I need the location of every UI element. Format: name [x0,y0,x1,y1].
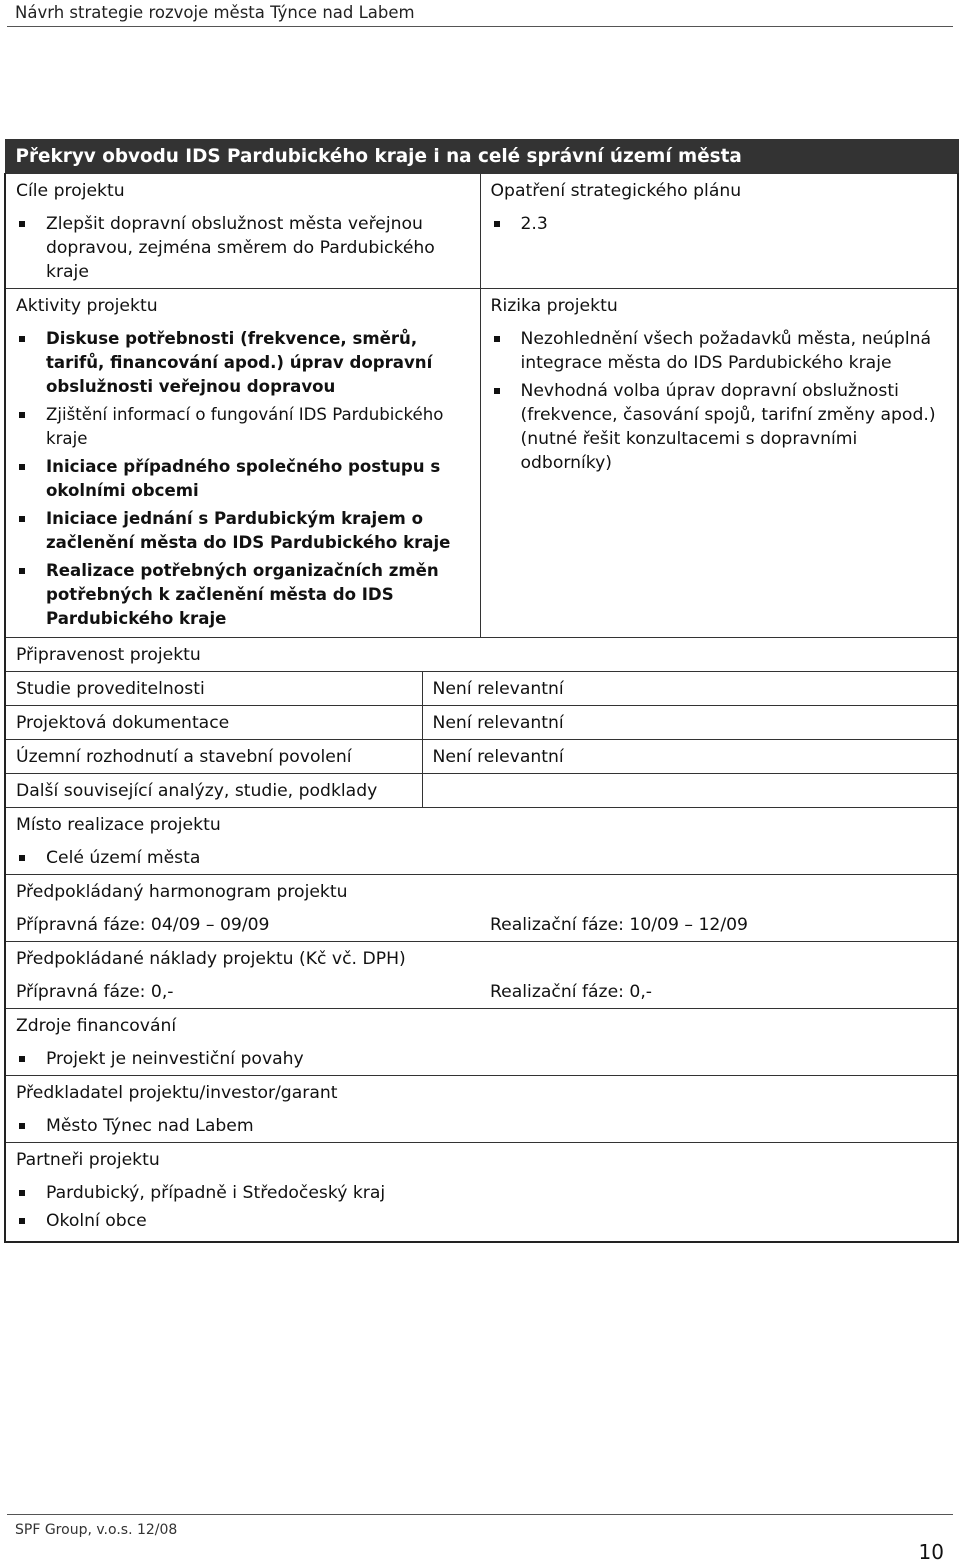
risks-list [491,327,948,475]
readiness-value-cell: Není relevantní [422,672,958,706]
schedule-label: Předpokládaný harmonogram projektu [5,875,958,909]
list-item: Zjištění informací o fungování IDS Pardubického kraje [16,403,470,451]
list-item: Zlepšit dopravní obslužnost města veřejnou dopravou, zejména směrem do Pardubického kraje [16,212,470,284]
footer-company: SPF Group, v.o.s. 12/08 [15,1522,178,1538]
list-item: Celé území města [16,846,947,870]
readiness-label: Připravenost projektu [5,638,958,672]
submitter-list [16,1114,947,1138]
list-item: Město Týnec nad Labem [16,1114,947,1138]
list-item: Iniciace jednání s Pardubickým krajem o začlenění města do IDS Pardubického kraje [16,507,470,555]
funding-label: Zdroje financování [5,1009,958,1043]
goals-label: Cíle projektu [5,174,480,208]
project-title: Překryv obvodu IDS Pardubického kraje i na celé správní území města [5,140,958,174]
readiness-value-cell [422,774,958,808]
page-number: 10 [918,1540,944,1564]
list-item: Iniciace případného společného postupu s okolními obcemi [16,455,470,503]
readiness-label-cell: Projektová dokumentace [5,706,422,740]
location-list [16,846,947,870]
readiness-value-cell: Není relevantní [422,706,958,740]
costs-prep: Přípravná fáze: 0,- [5,975,480,1009]
project-card [4,139,959,1243]
footer-rule [7,1514,953,1515]
risks-label: Rizika projektu [480,289,958,323]
header-rule [7,26,953,27]
partners-label: Partneři projektu [5,1143,958,1177]
activities-label: Aktivity projektu [5,289,480,323]
schedule-impl: Realizační fáze: 10/09 – 12/09 [480,908,958,942]
list-item: Realizace potřebných organizačních změn potřebných k začlenění města do IDS Pardubického kraje [16,559,470,631]
goals-list [16,212,470,284]
readiness-label-cell: Územní rozhodnutí a stavební povolení [5,740,422,774]
list-item: 2.3 [491,212,948,236]
costs-label: Předpokládané náklady projektu (Kč vč. DPH) [5,942,958,976]
list-item: Diskuse potřebnosti (frekvence, směrů, tarifů, financování apod.) úprav dopravní obslužnosti veřejnou dopravou [16,327,470,399]
schedule-prep: Přípravná fáze: 04/09 – 09/09 [5,908,480,942]
partners-list [16,1181,947,1233]
measures-list [491,212,948,236]
readiness-value-cell: Není relevantní [422,740,958,774]
funding-list [16,1047,947,1071]
activities-list [16,327,470,631]
list-item: Projekt je neinvestiční povahy [16,1047,947,1071]
costs-impl: Realizační fáze: 0,- [480,975,958,1009]
list-item: Nezohlednění všech požadavků města, neúplná integrace města do IDS Pardubického kraje [491,327,948,375]
list-item: Pardubický, případně i Středočeský kraj [16,1181,947,1205]
running-header: Návrh strategie rozvoje města Týnce nad Labem [15,3,415,22]
list-item: Nevhodná volba úprav dopravní obslužnosti (frekvence, časování spojů, tarifní změny apod.) (nutné řešit konzultacemi s dopravními odborníky) [491,379,948,475]
submitter-label: Předkladatel projektu/investor/garant [5,1076,958,1110]
location-label: Místo realizace projektu [5,808,958,842]
measures-label: Opatření strategického plánu [480,174,958,208]
readiness-label-cell: Studie proveditelnosti [5,672,422,706]
list-item: Okolní obce [16,1209,947,1233]
readiness-label-cell: Další související analýzy, studie, podklady [5,774,422,808]
